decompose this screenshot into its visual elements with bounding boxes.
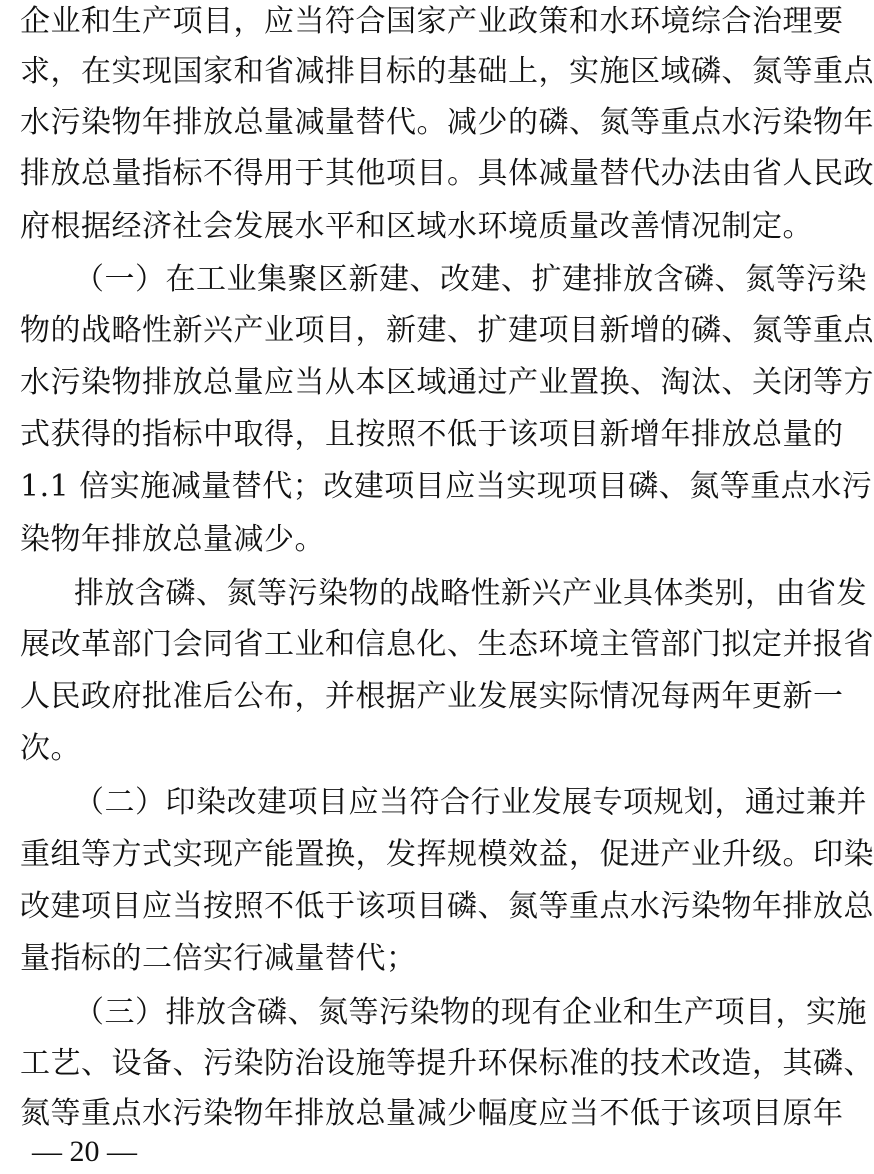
text-line: 重组等方式实现产能置换，发挥规模效益，促进产业升级。印染 bbox=[20, 837, 874, 872]
text-line: 1.1 倍实施减量替代；改建项目应当实现项目磷、氮等重点水污 bbox=[20, 469, 873, 504]
text-line: 府根据经济社会发展水平和区域水环境质量改善情况制定。 bbox=[20, 209, 813, 244]
text-line: 氮等重点水污染物年排放总量减少幅度应当不低于该项目原年 bbox=[20, 1096, 844, 1131]
text-line: 染物年排放总量减少。 bbox=[20, 522, 325, 557]
text-line: 工艺、设备、污染防治设施等提升环保标准的技术改造，其磷、 bbox=[20, 1046, 874, 1081]
text-line: 人民政府批准后公布，并根据产业发展实际情况每两年更新一 bbox=[20, 679, 844, 714]
text-line: （三）排放含磷、氮等污染物的现有企业和生产项目，实施 bbox=[74, 995, 867, 1030]
text-line: 企业和生产项目，应当符合国家产业政策和水环境综合治理要 bbox=[20, 4, 844, 39]
text-line: 展改革部门会同省工业和信息化、生态环境主管部门拟定并报省 bbox=[20, 627, 874, 662]
text-line: 式获得的指标中取得，且按照不低于该项目新增年排放总量的 bbox=[20, 417, 844, 452]
text-line: 水污染物年排放总量减量替代。减少的磷、氮等重点水污染物年 bbox=[20, 105, 874, 140]
text-line: 排放总量指标不得用于其他项目。具体减量替代办法由省人民政 bbox=[20, 156, 874, 191]
text-line: 水污染物排放总量应当从本区域通过产业置换、淘汰、关闭等方 bbox=[20, 365, 874, 400]
text-line: 排放含磷、氮等污染物的战略性新兴产业具体类别，由省发 bbox=[74, 576, 867, 611]
text-line: 物的战略性新兴产业项目，新建、扩建项目新增的磷、氮等重点 bbox=[20, 313, 874, 348]
text-line: 次。 bbox=[20, 731, 81, 766]
text-line: 求，在实现国家和省减排目标的基础上，实施区域磷、氮等重点 bbox=[20, 54, 874, 89]
text-line: （二）印染改建项目应当符合行业发展专项规划，通过兼并 bbox=[74, 785, 867, 820]
text-line: （一）在工业集聚区新建、改建、扩建排放含磷、氮等污染 bbox=[74, 262, 867, 297]
text-line: 改建项目应当按照不低于该项目磷、氮等重点水污染物年排放总 bbox=[20, 889, 874, 924]
text-line: 量指标的二倍实行减量替代； bbox=[20, 941, 417, 976]
page-number: — 20 — bbox=[32, 1135, 137, 1168]
